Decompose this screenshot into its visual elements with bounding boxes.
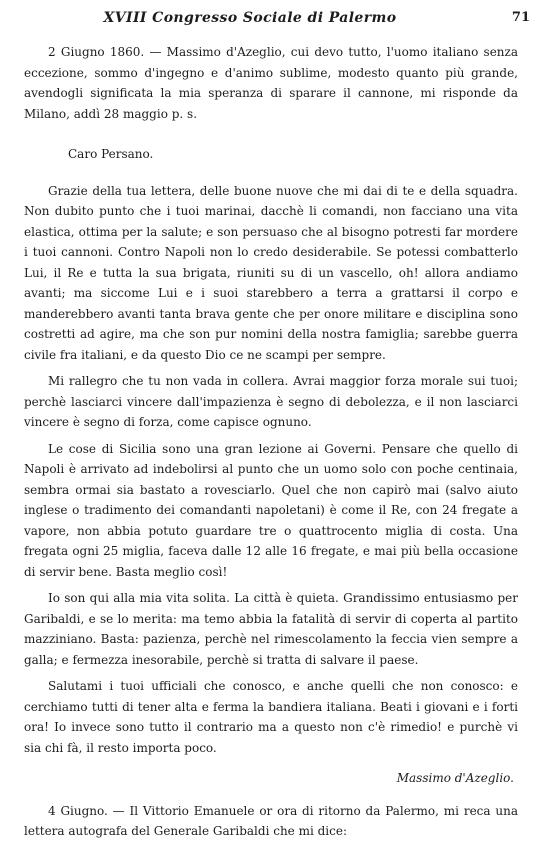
letter-paragraph: Io son qui alla mia vita solita. La città è quieta. Grandissimo entusiasmo per Garibaldi, e se lo merita: ma temo abbia la fatalità di servir di coperta al partito mazziniano. Basta: pazienza, perchè nel rimescolamento la feccia vien sempre a galla; e fermezza inesorabile, perchè si tratta di salvare il paese. <box>24 591 518 667</box>
letter-signature: Massimo d'Azeglio. <box>396 771 514 785</box>
closing-paragraph: 4 Giugno. — Il Vittorio Emanuele or ora di ritorno da Palermo, mi reca una lettera autografa del Generale Garibaldi che mi dice: <box>24 803 518 838</box>
letter-paragraph: Salutami i tuoi ufficiali che conosco, e anche quelli che non conosco: e cerchiamo tutti di tener alta e ferma la bandiera italiana. Beati i giovani e i forti ora! Io invece sono tutto il contrario ma a questo non c'è rimedio! e purchè vi sia chi fà, il resto importa poco. <box>24 679 518 755</box>
letter-paragraph: Mi rallegro che tu non vada in collera. Avrai maggior forza morale sui tuoi; perchè lasciarci vincere dall'impazienza è segno di debolezza, e il non lasciarci vincere è segno di forza, come capisce ognuno. <box>24 374 518 429</box>
page-number: 71 <box>511 10 530 25</box>
intro-paragraph: 2 Giugno 1860. — Massimo d'Azeglio, cui devo tutto, l'uomo italiano senza eccezione, sommo d'ingegno e d'animo sublime, modesto quanto più grande, avendogli significata la mia speranza di sparare il cannone, mi risponde da Milano, addì 28 maggio p. s. <box>24 45 518 121</box>
running-head-title: XVIII Congresso Sociale di Palermo <box>103 10 397 26</box>
letter-salutation: Caro Persano. <box>68 147 154 161</box>
letter-paragraph: Le cose di Sicilia sono una gran lezione ai Governi. Pensare che quello di Napoli è arrivato ad indebolirsi al punto che un uomo solo con poche centinaia, sembra ormai sia bastato a rovesciarlo. Quel che non capirò mai (salvo aiuto inglese o tradimento dei comandanti napoletani) è come il Re, con 24 fregate a vapore, non abbia potuto guardare tre o quattrocento miglia di costa. Una fregata ogni 25 miglia, faceva dalle 12 alle 16 fregate, e mai più bella occasione di servir bene. Basta meglio così! <box>24 441 518 579</box>
page-body <box>24 42 518 842</box>
letter-paragraph: Grazie della tua lettera, delle buone nuove che mi dai di te e della squadra. Non dubito punto che i tuoi marinai, dacchè li comandi, non facciano una vita elastica, ottima per la salute; e son persuaso che al bisogno potresti far mordere i tuoi cannoni. Contro Napoli non lo credo desiderabile. Se potessi combatterlo Lui, il Re e tutta la sua brigata, riuniti su di un vascello, oh! allora andiamo avanti; ma siccome Lui e i suoi starebbero a terra a grattarsi il corpo e manderebbero avanti tanta brava gente che per onore militare e disciplina sono costretti ad agire, ma che son pur nomini della nostra famiglia; sarebbe guerra civile fra italiani, e da questo Dio ce ne scampi per sempre. <box>24 183 518 362</box>
